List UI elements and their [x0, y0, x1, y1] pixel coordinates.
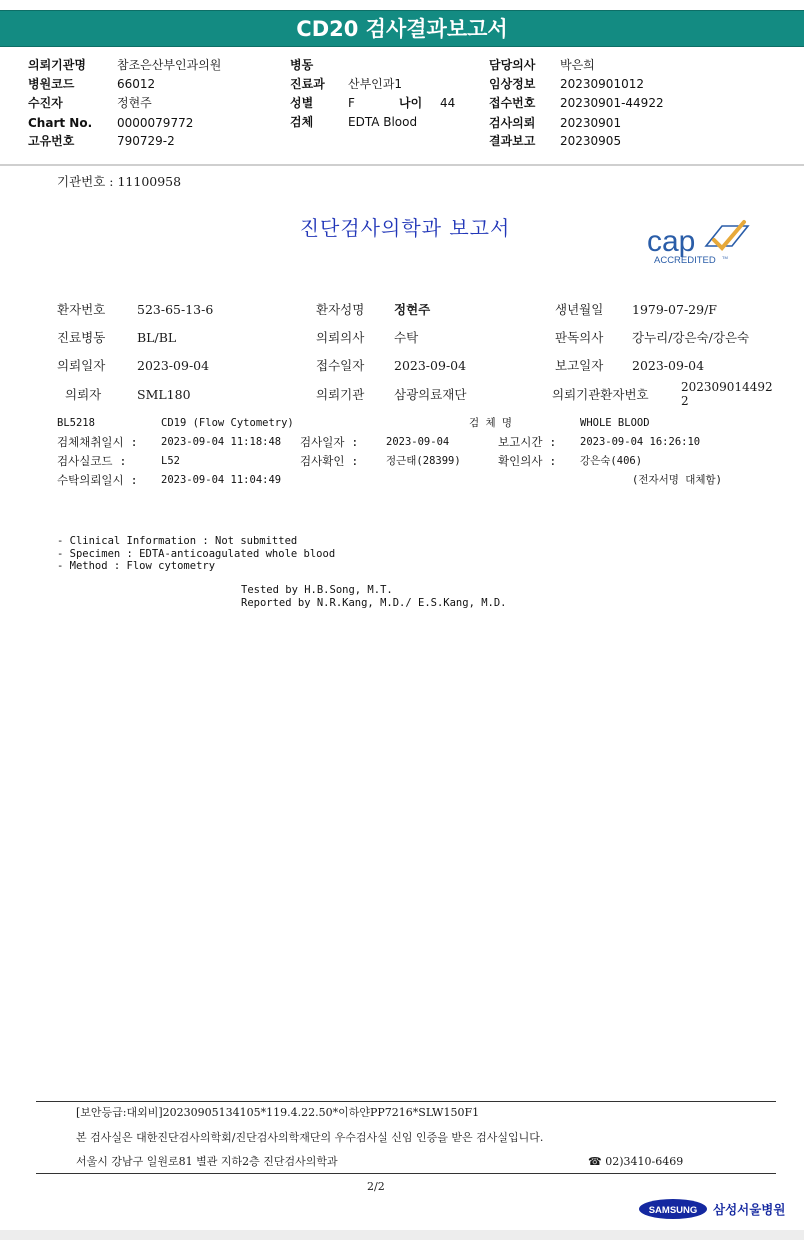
header-label: 담당의사	[489, 58, 536, 72]
report-title-bar	[0, 10, 804, 47]
header-label: 결과보고	[489, 134, 536, 148]
patient-field-value: 2023-09-04	[394, 358, 467, 373]
reported-by: Reported by N.R.Kang, M.D./ E.S.Kang, M.D.	[241, 597, 507, 609]
header-label: 병동	[290, 58, 314, 72]
patient-field-value: 삼광의료재단	[394, 387, 467, 402]
header-value: 0000079772	[117, 116, 194, 130]
doctor-label: 확인의사 :	[498, 454, 557, 468]
received-label: 수탁의뢰일시 :	[57, 473, 138, 487]
collect-value: 2023-09-04 11:18:48	[161, 436, 282, 448]
specimen-value: WHOLE BLOOD	[580, 417, 650, 429]
reporttime-label: 보고시간 :	[498, 435, 557, 449]
labcode-label: 검사실코드 :	[57, 454, 127, 468]
header-value: EDTA Blood	[348, 115, 418, 129]
header-label: 수진자	[28, 96, 63, 110]
patient-field-label: 의뢰일자	[57, 358, 106, 373]
patient-field-value: BL/BL	[137, 330, 177, 345]
page-number: 2/2	[367, 1180, 385, 1193]
patient-field-label: 의뢰기관	[316, 387, 365, 402]
testdate-label: 검사일자 :	[300, 435, 359, 449]
report-title: CD20 검사결과보고서	[296, 17, 508, 41]
header-label: 성별	[290, 96, 314, 110]
patient-field-value: 2	[681, 394, 689, 408]
patient-field-label: 생년월일	[555, 302, 604, 317]
patient-field-value: SML180	[137, 387, 191, 402]
patient-field-label: 보고일자	[555, 358, 604, 373]
tested-by: Tested by H.B.Song, M.T.	[241, 584, 393, 596]
lab-address: 서울시 강남구 일원로81 별관 지하2층 진단검사의학과	[76, 1155, 338, 1168]
institution-number: 기관번호 : 11100958	[57, 174, 182, 189]
header-value: 20230901-44922	[560, 96, 664, 110]
header-label: Chart No.	[28, 116, 93, 130]
header-label: 의뢰기관명	[28, 58, 86, 72]
header-value: 790729-2	[117, 134, 175, 148]
header-value: 박은희	[560, 58, 595, 72]
header-label: 고유번호	[28, 134, 75, 148]
header-label: 검사의뢰	[489, 116, 536, 130]
svg-text:ACCREDITED: ACCREDITED	[654, 255, 716, 266]
patient-field-value: 202309014492	[681, 380, 773, 394]
samsung-hospital-logo	[638, 1197, 786, 1221]
header-value: 66012	[117, 77, 156, 91]
patient-field-value: 정현주	[394, 302, 431, 317]
patient-field-value: 2023-09-04	[137, 358, 210, 373]
svg-text:삼성서울병원: 삼성서울병원	[713, 1202, 786, 1217]
header-value: 20230901012	[560, 77, 644, 91]
security-line: [보안등급:대외비]20230905134105*119.4.22.50*이하얀PP7216*SLW150F1	[76, 1106, 480, 1119]
testdate-value: 2023-09-04	[386, 436, 450, 448]
header-value: F	[348, 96, 355, 110]
patient-field-value: 523-65-13-6	[137, 302, 214, 317]
doctor-value: 강은숙(406)	[580, 455, 643, 467]
header-label: 검체	[290, 115, 314, 129]
patient-field-label: 의뢰자	[65, 387, 102, 402]
svg-text:TM: TM	[722, 255, 728, 260]
test-code: BL5218	[57, 417, 95, 429]
header-value: 산부인과1	[348, 77, 403, 91]
collect-label: 검체채취일시 :	[57, 435, 138, 449]
patient-field-label: 진료병동	[57, 330, 106, 345]
header-value: 20230901	[560, 116, 622, 130]
header-value: 정현주	[117, 96, 152, 110]
patient-field-value: 1979-07-29/F	[632, 302, 717, 317]
header-divider	[0, 164, 804, 166]
lab-report-title: 진단검사의학과 보고서	[299, 216, 511, 240]
test-name: CD19 (Flow Cytometry)	[161, 417, 294, 429]
svg-text:SAMSUNG: SAMSUNG	[648, 1205, 698, 1216]
comment-line: - Method : Flow cytometry	[57, 560, 216, 572]
patient-field-label: 의뢰기관환자번호	[552, 387, 649, 402]
specimen-label: 검 체 명	[469, 417, 513, 429]
header-value: 20230905	[560, 134, 622, 148]
patient-field-label: 환자번호	[57, 302, 106, 317]
confirm-value: 정근태(28399)	[386, 455, 461, 467]
patient-field-value: 강누리/강은숙/강은숙	[632, 330, 750, 345]
certification-note: 본 검사실은 대한진단검사의학회/진단검사의학재단의 우수검사실 신임 인증을 받은 검사실입니다.	[76, 1131, 544, 1144]
header-label: 임상정보	[489, 77, 536, 91]
header-value: 참조은산부인과의원	[117, 58, 222, 72]
esign-note: (전자서명 대체함)	[632, 474, 722, 486]
bottom-strip	[0, 1230, 804, 1240]
patient-field-label: 판독의사	[555, 330, 604, 345]
received-value: 2023-09-04 11:04:49	[161, 474, 282, 486]
age-label: 나이	[399, 96, 423, 110]
header-label: 진료과	[290, 77, 325, 91]
patient-field-label: 접수일자	[316, 358, 365, 373]
patient-field-label: 환자성명	[316, 302, 365, 317]
patient-field-label: 의뢰의사	[316, 330, 365, 345]
age-value: 44	[440, 96, 456, 110]
reporttime-value: 2023-09-04 16:26:10	[580, 436, 701, 448]
footer-bottom-rule	[36, 1173, 776, 1174]
header-label: 접수번호	[489, 96, 536, 110]
footer-top-rule	[36, 1101, 776, 1102]
patient-field-value: 2023-09-04	[632, 358, 705, 373]
header-label: 병원코드	[28, 77, 75, 91]
cap-accredited-logo	[644, 218, 754, 270]
comment-line: - Specimen : EDTA-anticoagulated whole blood	[57, 547, 336, 560]
comment-line: - Clinical Information : Not submitted	[57, 535, 298, 547]
svg-text:cap: cap	[647, 225, 696, 258]
labcode-value: L52	[161, 455, 180, 467]
patient-field-value: 수탁	[394, 330, 419, 345]
lab-phone: ☎ 02)3410-6469	[588, 1155, 684, 1168]
confirm-label: 검사확인 :	[300, 454, 359, 468]
